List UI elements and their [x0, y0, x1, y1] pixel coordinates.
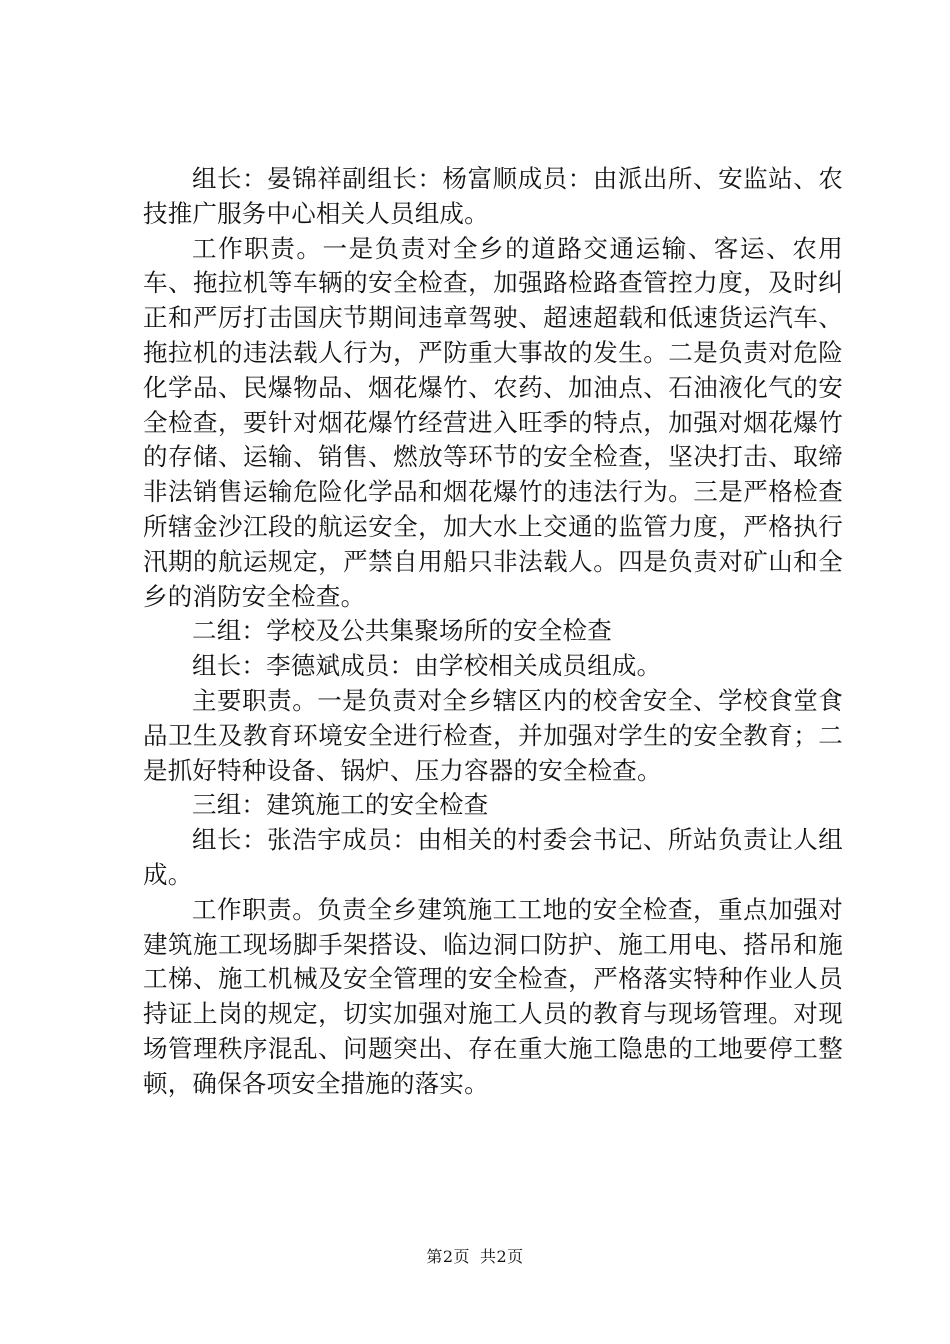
page-footer	[0, 1244, 950, 1267]
heading-group2: 二组：学校及公共集聚场所的安全检查	[192, 616, 612, 646]
document-body	[143, 162, 843, 1102]
page-number-current: 第2页	[426, 1247, 470, 1266]
heading-group3: 三组：建筑施工的安全检查	[192, 790, 489, 820]
paragraph-group3-leaders: 组长：张浩宇成员：由相关的村委会书记、所站负责让人组成。	[143, 825, 843, 889]
paragraph-group1-duties: 工作职责。一是负责对全乡的道路交通运输、客运、农用车、拖拉机等车辆的安全检查，加强路检路查管控力度，及时纠正和严厉打击国庆节期间违章驾驶、超速超载和低速货运汽车、拖拉机的违法载人行为，严防重大事故的发生。二是负责对危险化学品、民爆物品、烟花爆竹、农药、加油点、石油液化气的安全检查，要针对烟花爆竹经营进入旺季的特点，加强对烟花爆竹的存储、运输、销售、燃放等环节的安全检查，坚决打击、取缔非法销售运输危险化学品和烟花爆竹的违法行为。三是严格检查所辖金沙江段的航运安全，加大水上交通的监管力度，严格执行汛期的航运规定，严禁自用船只非法载人。四是负责对矿山和全乡的消防安全检查。	[143, 233, 843, 611]
paragraph-group1-leaders: 组长：晏锦祥副组长：杨富顺成员：由派出所、安监站、农技推广服务中心相关人员组成。	[143, 164, 843, 228]
paragraph-group3-duties: 工作职责。负责全乡建筑施工工地的安全检查，重点加强对建筑施工现场脚手架搭设、临边洞口防护、施工用电、搭吊和施工梯、施工机械及安全管理的安全检查，严格落实特种作业人员持证上岗的规定，切实加强对施工人员的教育与现场管理。对现场管理秩序混乱、问题突出、存在重大施工隐患的工地要停工整顿，确保各项安全措施的落实。	[143, 894, 843, 1098]
paragraph-group2-leaders: 组长：李德斌成员：由学校相关成员组成。	[192, 651, 662, 681]
paragraph-group2-duties: 主要职责。一是负责对全乡辖区内的校舍安全、学校食堂食品卫生及教育环境安全进行检查，并加强对学生的安全教育；二是抓好特种设备、锅炉、压力容器的安全检查。	[143, 685, 843, 785]
page-number-total: 共2页	[480, 1247, 524, 1266]
